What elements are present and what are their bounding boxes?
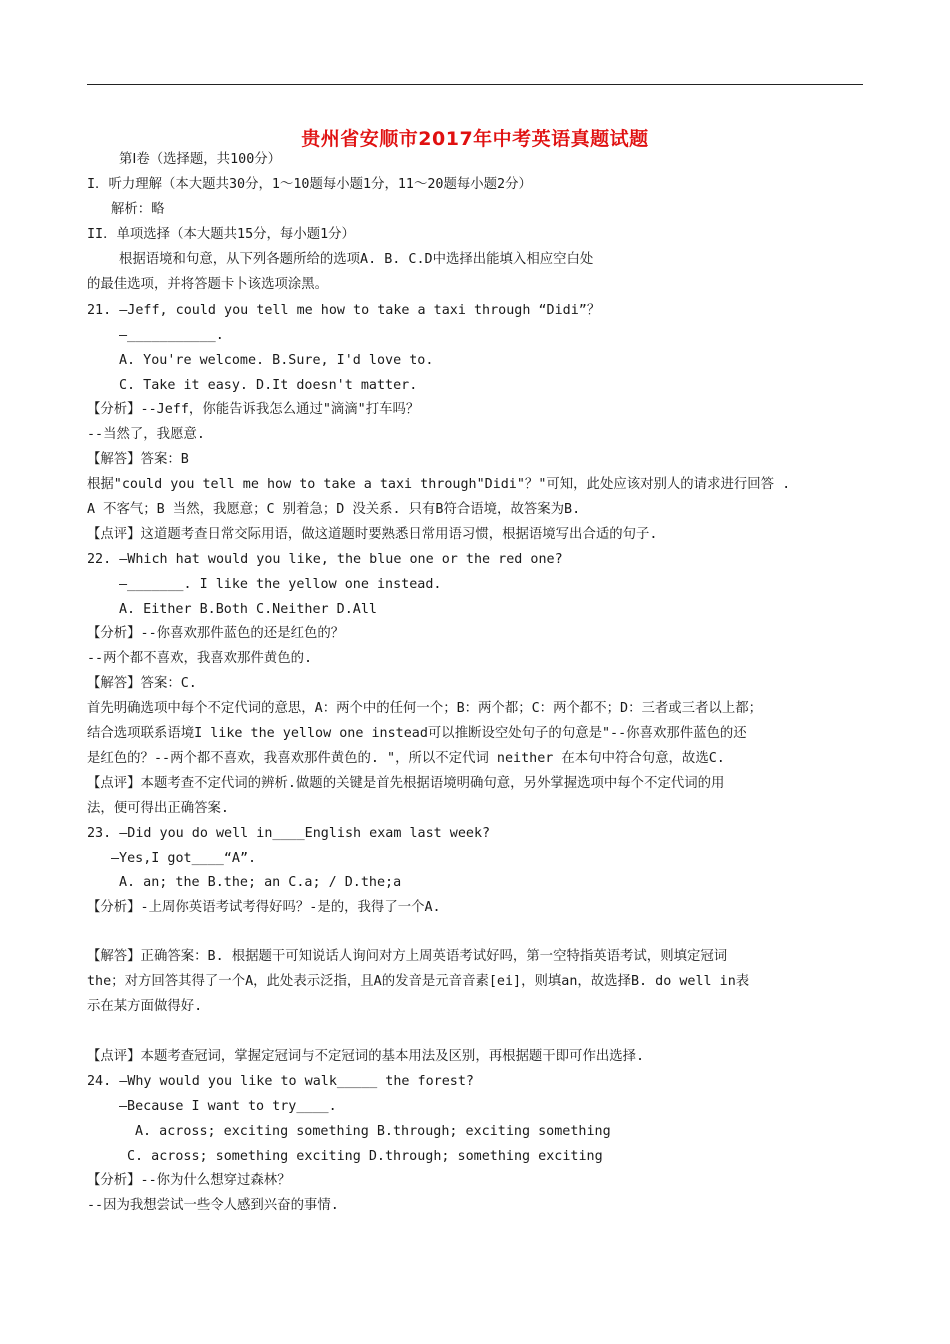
document-title: 贵州省安顺市2017年中考英语真题试题 (301, 128, 649, 150)
comment-line: 【点评】本题考查冠词，掌握定冠词与不定冠词的基本用法及区别，再根据题干即可作出选择. (87, 1049, 645, 1064)
question-24-options: C. across; something exciting D.through; something exciting (127, 1149, 603, 1164)
analysis-line: 【分析】--Jeff，你能告诉我怎么通过"滴滴"打车吗？ (87, 402, 420, 417)
explanation-line: 结合选项联系语境I like the yellow one instead可以推断设空处句子的句意是"--你喜欢那件蓝色的还 (87, 726, 747, 741)
analysis-line: 【分析】--你为什么想穿过森林？ (87, 1173, 291, 1188)
question-22-options: A. Either B.Both C.Neither D.All (119, 602, 377, 617)
header-rule (87, 84, 863, 85)
question-22-blank: —_______. I like the yellow one instead. (119, 577, 442, 592)
answer-line: the；对方回答其得了一个A，此处表示泛指，且A的发音是元音音素[ei]，则填an，故选择B. do well in表 (87, 974, 750, 989)
question-21: 21. —Jeff, could you tell me how to take a taxi through “Didi”？ (87, 303, 601, 318)
question-23: 23. —Did you do well in____English exam last week? (87, 826, 491, 841)
part-1-heading: I．听力理解（本大题共30分，1～10题每小题1分，11～20题每小题2分） (87, 177, 532, 192)
part-2-heading: II．单项选择（本大题共15分，每小题1分） (87, 227, 355, 242)
explanation-line: 首先明确选项中每个不定代词的意思，A：两个中的任何一个；B：两个都；C：两个都不；D：三者或三者以上都； (87, 701, 762, 716)
analysis-line: 【分析】--你喜欢那件蓝色的还是红色的？ (87, 626, 345, 641)
analysis-line: --当然了，我愿意. (87, 427, 205, 442)
answer-line: 【解答】答案：C. (87, 676, 197, 691)
section-1-heading: 第Ⅰ卷（选择题，共100分） (119, 152, 282, 167)
analysis-line: --因为我想尝试一些令人感到兴奋的事情. (87, 1198, 339, 1213)
question-24: 24. —Why would you like to walk_____ the forest? (87, 1074, 474, 1089)
question-21-options: C. Take it easy. D.It doesn't matter. (119, 378, 418, 393)
question-21-options: A. You're welcome. B.Sure, I'd love to. (119, 353, 434, 368)
answer-line: 【解答】答案：B (87, 452, 189, 467)
answer-line: 示在某方面做得好. (87, 999, 203, 1014)
instructions-line: 的最佳选项，并将答题卡卜该选项涂黑。 (87, 277, 329, 292)
comment-line: 【点评】本题考查不定代词的辨析.做题的关键是首先根据语境明确句意，另外掌握选项中每个不定代词的用 (87, 776, 725, 791)
explanation-line: 是红色的？--两个都不喜欢，我喜欢那件黄色的. "，所以不定代词 neither 在本句中符合句意，故选C. (87, 751, 725, 766)
comment-line: 【点评】这道题考查日常交际用语，做这道题时要熟悉日常用语习惯，根据语境写出合适的句子. (87, 527, 658, 542)
explanation-line: 根据"could you tell me how to take a taxi through"Didi"？"可知，此处应该对别人的请求进行回答 . (87, 477, 791, 492)
part-1-note: 解析：略 (111, 202, 165, 217)
comment-line: 法，便可得出正确答案. (87, 801, 229, 816)
question-21-blank: —___________. (119, 328, 224, 343)
analysis-line: --两个都不喜欢，我喜欢那件黄色的. (87, 651, 313, 666)
answer-line: 【解答】正确答案：B. 根据题干可知说话人询问对方上周英语考试好吗，第一空特指英语考试，则填定冠词 (87, 949, 728, 964)
explanation-line: A 不客气；B 当然，我愿意；C 别着急；D 没关系. 只有B符合语境，故答案为B. (87, 502, 581, 517)
instructions-line: 根据语境和句意，从下列各题所给的选项A. B. C.D中选择出能填入相应空白处 (119, 252, 594, 267)
analysis-line: 【分析】-上周你英语考试考得好吗？-是的，我得了一个A. (87, 900, 441, 915)
question-24-blank: —Because I want to try____. (119, 1099, 337, 1114)
question-23-options: A. an; the B.the; an C.a; / D.the;a (119, 875, 402, 890)
question-24-options: A. across; exciting something B.through; exciting something (135, 1124, 611, 1139)
question-22: 22. —Which hat would you like, the blue one or the red one? (87, 552, 563, 567)
question-23-blank: —Yes,I got____“A”. (111, 851, 257, 866)
